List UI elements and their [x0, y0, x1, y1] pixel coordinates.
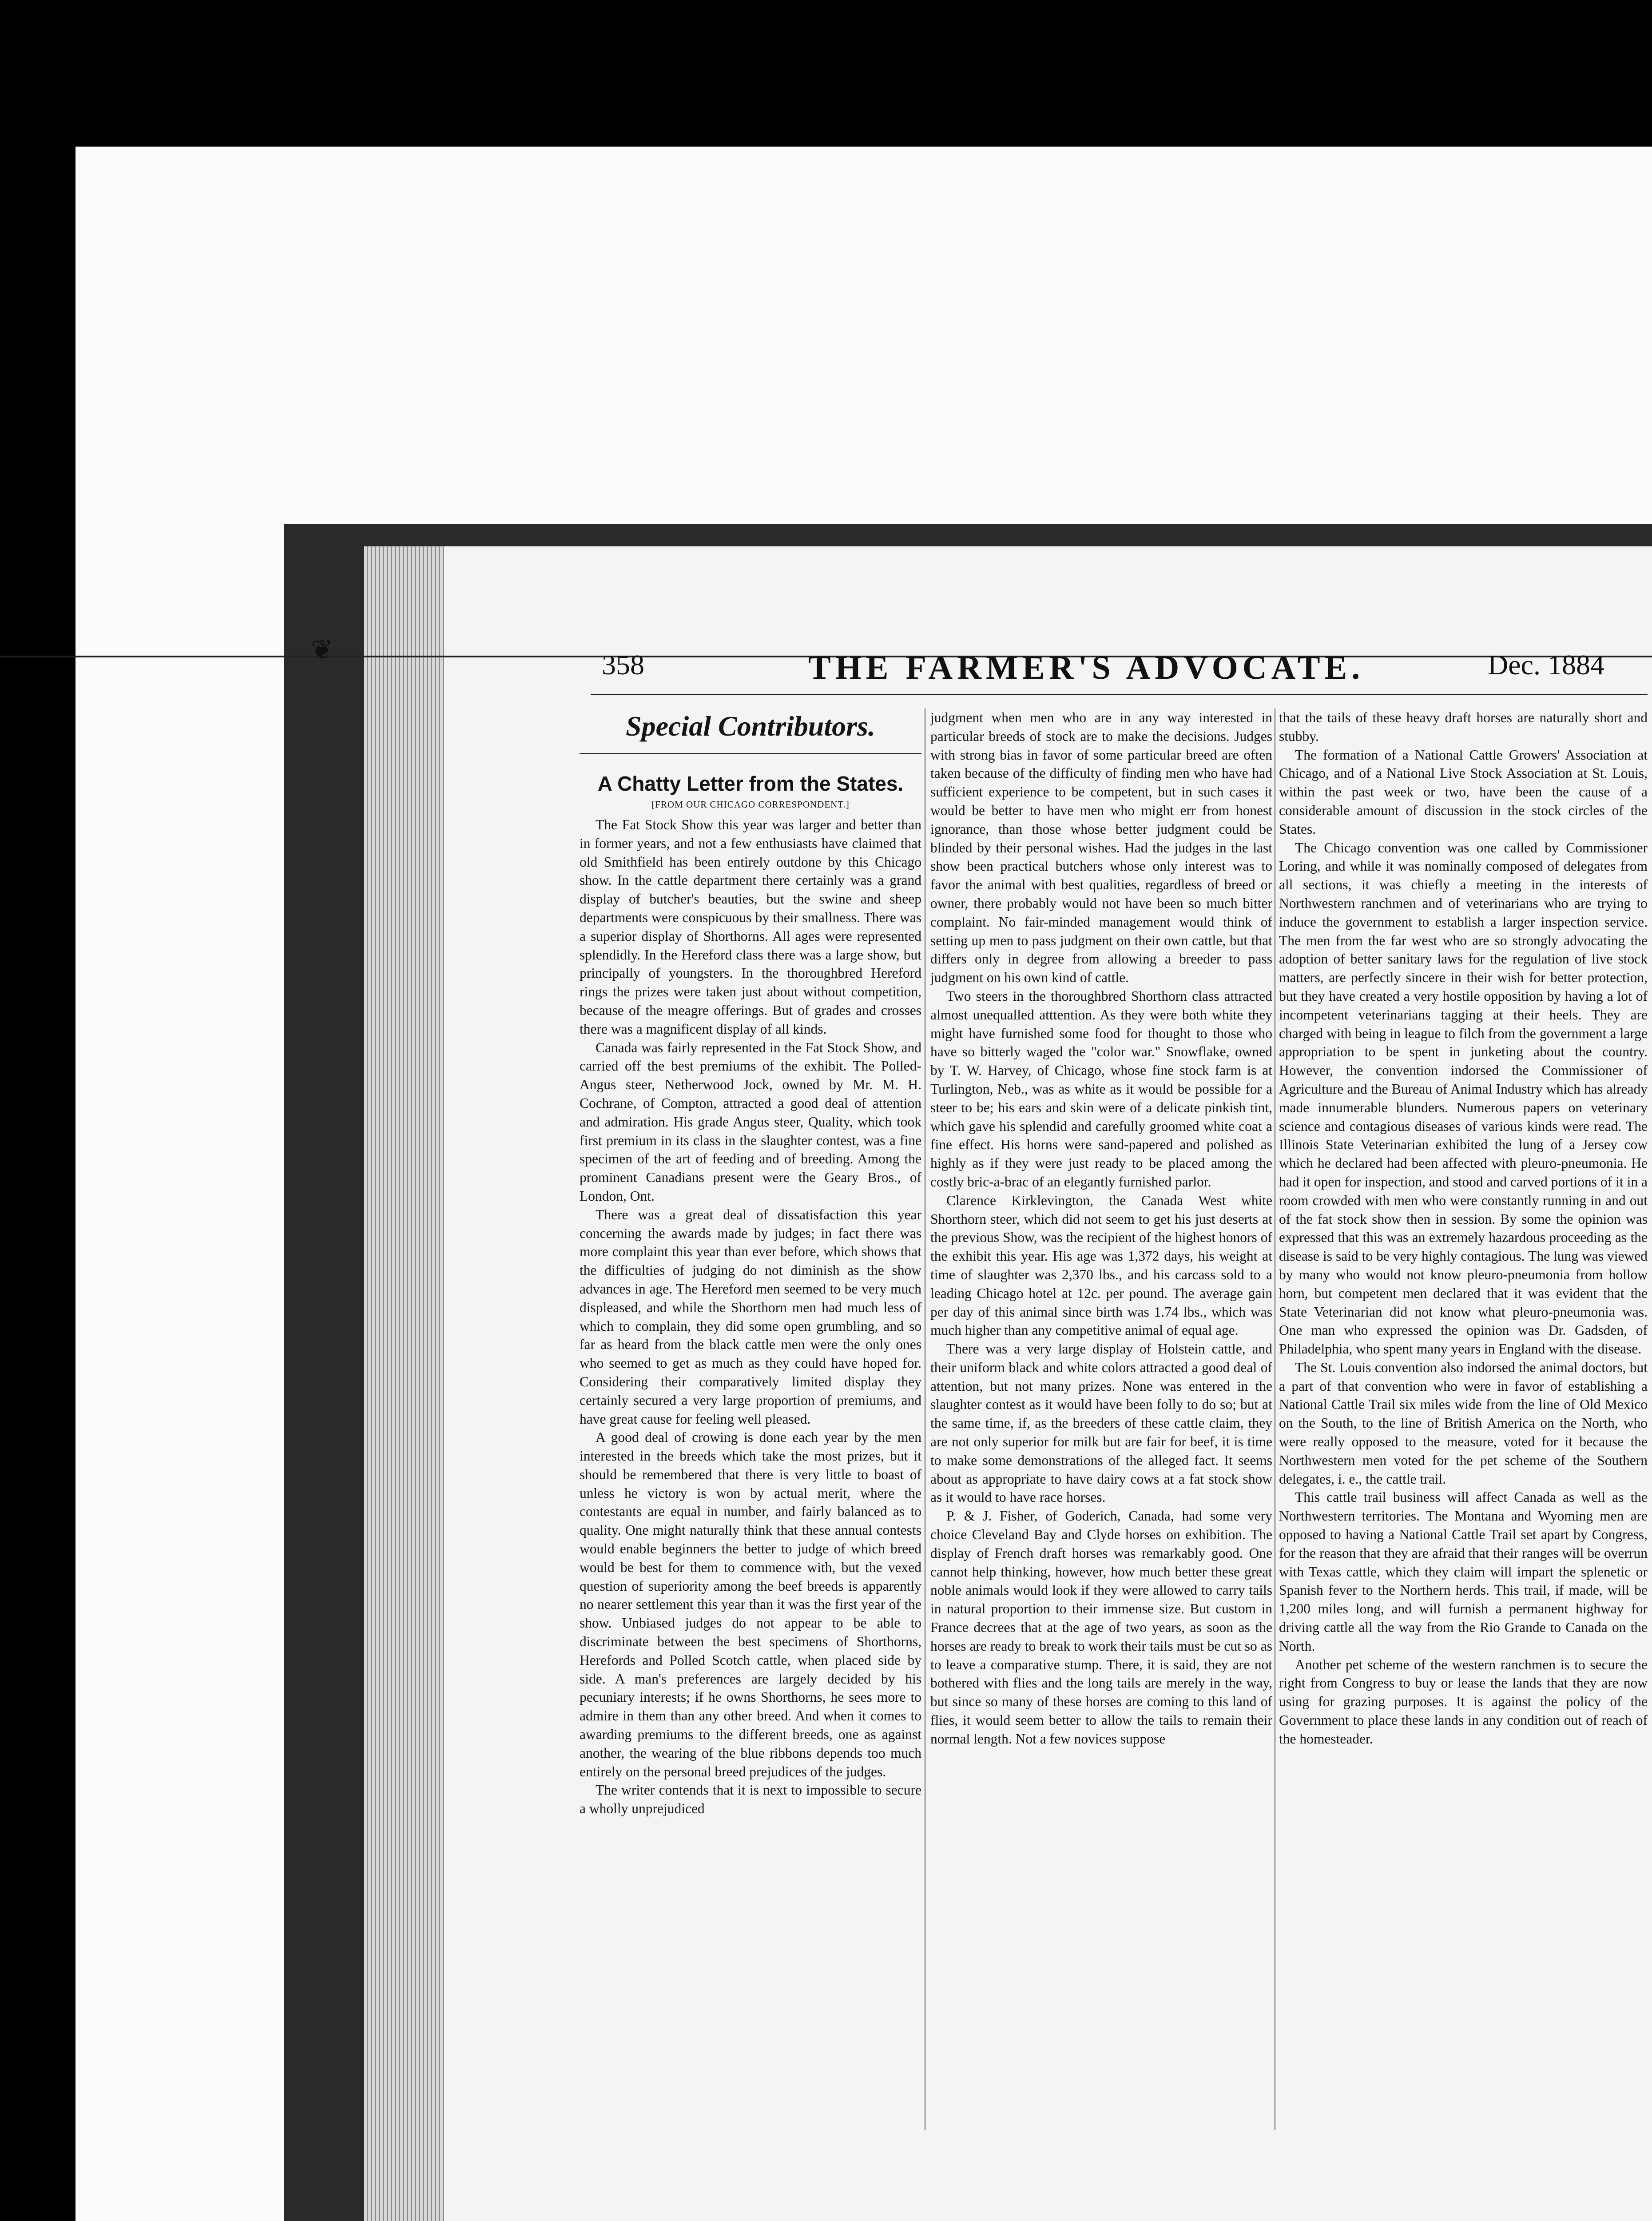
hand-finger-image [338, 2212, 684, 2221]
paragraph: Clarence Kirklevington, the Canada West white Shorthorn steer, which did not seem to get his just deserts at the previous Show, was the recipient of the highest honors of the exhibit this year. His age was 1,372 days, his weight at time of slaughter was 2,370 lbs., and his carcass sold to a leading Chicago hotel at 12c. per pound. The average gain per day of this animal since birth was 1.74 lbs., which was much higher than any competitive animal of equal age. [930, 1192, 1272, 1338]
paragraph: P. & J. Fisher, of Goderich, Canada, had some very choice Cleveland Bay and Clyde horses on exhibition. The display of French draft horses was remarkably good. One cannot help thinking, however, how much better these great noble animals would look if they were allowed to carry tails in natural proportion to their immense size. But custom in France decrees that at the age of two years, as soon as the horses are ready to break to work their tails must be cut so as to leave a comparative stump. There, it is said, they are not bothered with flies and the long tails are merely in the way, but since so many of these horses are coming to this land of flies, it would seem better to allow the tails to remain their normal length. Not a few novices suppose [930, 1508, 1272, 1747]
page-number: 358 [602, 649, 644, 681]
paragraph: The St. Louis convention also indorsed the animal doctors, but a part of that convention who were in favor of establishing a National Cattle Trail six miles wide from the line of Old Mexico on the South, to the line of British America on the North, who were really opposed to the measure, voted for it because the Northwestern men voted for the pet scheme of the Southern delegates, i. e., the cattle trail. [1279, 1359, 1648, 1487]
column-3 [1279, 708, 1648, 1748]
paragraph: Another pet scheme of the western ranchmen is to secure the right from Congress to buy or lease the lands that they are now using for grazing purposes. It is against the policy of the Government to place these lands in any condition out of reach of the homesteader. [1279, 1656, 1648, 1747]
paragraph: that the tails of these heavy draft horses are naturally short and stubby. [1279, 710, 1648, 744]
paragraph: This cattle trail business will affect Canada as well as the Northwestern territories. The Montana and Wyoming men are opposed to having a National Cattle Trail set apart by Congress, for the reason that they are afraid that their ranges will be overrun with Texas cattle, which they claim will impart the splenetic or Spanish fever to the Northern herds. This trail, if made, will be 1,200 miles long, and will furnish a permanent highway for driving cattle all the way from the Rio Grande to Canada on the North. [1279, 1489, 1648, 1654]
article-title: A Chatty Letter from the States. [597, 772, 904, 795]
paragraph: judgment when men who are in any way interested in particular breeds of stock are to make the decisions. Judges with strong bias in favor of some particular breed are often taken because of the difficulty of finding men who have had sufficient experience to be competent, but in such cases it would be better to have men who might err from honest ignorance, than those whose better judgment could be blinded by their personal wishes. Had the judges in the last show been practical butchers whose only interest was to favor the animal with best qualities, regardless of breed or owner, there probably would not have been so much bitter complaint. No fair-minded management would think of setting up men to pass judgment on their own cattle, but that differs only in degree from allowing a breeder to pass judgment on his own kind of cattle. [930, 710, 1272, 986]
paragraph: The formation of a National Cattle Growers' Association at Chicago, and of a National Live Stock Association at St. Louis, within the past week or two, have been the cause of a considerable amount of discussion in the stock circles of the States. [1279, 747, 1648, 837]
paragraph: The Chicago convention was one called by Commissioner Loring, and while it was nominally composed of delegates from all sections, it was chiefly a meeting in the interests of Northwestern ranchmen and of veterinarians who are trying to induce the government to establish a larger inspection service. The men from the far west who are so strongly advocating the adoption of better sanitary laws for the regulation of live stock matters, are perfectly sincere in their wish for better protection, but they have created a very hostile opposition by having a lot of incompetent veterinarians tagging at their heels. They are charged with being in league to filch from the government a large appropriation to be spent in junketing about the country. However, the convention indorsed the Commissioner of Agriculture and the Bureau of Animal Industry which has already made innumerable blunders. Numerous papers on veterinary science and contagious diseases of various kinds were read. The Illinois State Veterinarian exhibited the lung of a Jersey cow which he declared had been affected with pleuro-pneumonia. He had it open for inspection, and stood and carved portions of it in a room crowded with men who were constantly running in and out of the fat stock show then in session. By some the opinion was expressed that this was an extremely hazardous proceeding as the disease is said to be very highly contagious. The lung was viewed by many who would not know pleuro-pneumonia from hollow horn, but competent men declared that it was evident that the State Veterinarian did not know what pleuro-pneumonia was. One man who expressed the opinion was Dr. Gadsden, of Philadelphia, who spent many years in England with the disease. [1279, 840, 1648, 1357]
masthead-title: THE FARMER'S ADVOCATE. [808, 649, 1365, 686]
column-2 [930, 708, 1272, 1748]
column-1 [580, 708, 921, 1818]
section-divider [580, 753, 921, 754]
paragraph: Two steers in the thoroughbred Shorthorn class attracted almost unequalled atttention. As they were both white they might have furnished some food for thought to those who have so bitterly waged the "color war." Snowflake, owned by T. W. Harvey, of Chicago, whose fine stock farm is at Turlington, Neb., was as white as it would be possible for a steer to be; his ears and skin were of a delicate pinkish tint, which gave his splendid and carefully groomed white coat a fine effect. His horns were sand-papered and polished as highly as if they were just ready to be placed among the costly bric-a-brac of an elegantly furnished parlor. [930, 988, 1272, 1190]
decorative-ornament-icon: ❦ [311, 635, 334, 665]
paragraph: Canada was fairly represented in the Fat Stock Show, and carried off the best premiums of the exhibit. The Polled-Angus steer, Netherwood Jock, owned by Mr. M. H. Cochrane, of Compton, attracted a good deal of attention and admiration. His grade Angus steer, Quality, which took first premium in its class in the slaughter contest, was a fine specimen of the art of feeding and of breeding. Among the prominent Canadians present were the Geary Bros., of London, Ont. [580, 1039, 921, 1204]
issue-date: Dec. 1884 [1488, 649, 1605, 681]
paragraph: There was a great deal of dissatisfaction this year concerning the awards made by judges; in fact there was more complaint this year than ever before, which shows that the difficulties of judging do not diminish as the show advances in age. The Hereford men seemed to be very much displeased, and while the Shorthorn men had much less of which to complain, they did some open grumbling, and so far as heard from the black cattle men were the only ones who seemed to get as much as they could have hoped for. Considering their comparatively limited display they certainly secured a very large proportion of premiums, and have great cause for feeling well pleased. [580, 1206, 921, 1427]
paragraph: The Fat Stock Show this year was larger and better than in former years, and not a few enthusiasts have claimed that old Smithfield has been entirely outdone by this Chicago show. In the cattle department there certainly was a grand display of butcher's beauties, but the swine and sheep departments were conspicuous by their smallness. There was a superior display of Shorthorns. All ages were represented splendidly. In the Hereford class there was a large show, but principally of youngsters. In the thoroughbred Hereford rings the prizes were taken just about without competition, because of the meagre offerings. But of grades and crosses there was a magnificent display of all kinds. [580, 817, 921, 1037]
paragraph: The writer contends that it is next to impossible to secure a wholly unprejudiced [580, 1782, 921, 1817]
book-page-edges [364, 546, 453, 2221]
section-title: Special Contributors. [626, 710, 875, 742]
paragraph: A good deal of crowing is done each year by the men interested in the breeds which take the most prizes, but it should be remembered that there is very little to boast of unless he victory is won by actual merit, where the contestants are equal in number, and fairly balanced as to quality. One might naturally think that these annual contests would enable beginners the better to judge of which breed would be best for them to commence with, but the vexed question of superiority among the beef breeds is apparently no nearer settlement this year than it was the first year of the show. Unbiased judges do not appear to be able to discriminate between the best specimens of Shorthorns, Herefords and Polled Scotch cattle, when placed side by side. A man's preferences are largely decided by his pecuniary interests; if he owns Shorthorns, he sees more to admire in them than any other breed. And when it comes to awarding premiums to the different breeds, one as against another, the wearing of the blue ribbons depends too much entirely on the personal breed prejudices of the judges. [580, 1429, 921, 1779]
article-byline: [FROM OUR CHICAGO CORRESPONDENT.] [651, 799, 850, 810]
header-divider [591, 694, 1648, 695]
paragraph: There was a very large display of Holstein cattle, and their uniform black and white colors attracted a good deal of attention, but not many prizes. None was entered in the slaughter contest as it would have been folly to do so; but at the same time, if, as the breeders of these cattle claim, they are not only superior for milk but are fair for beef, it is time to make some demonstrations of the alleged fact. It seems about as appropriate to have dairy cows at a fat stock show as it would to have race horses. [930, 1341, 1272, 1505]
